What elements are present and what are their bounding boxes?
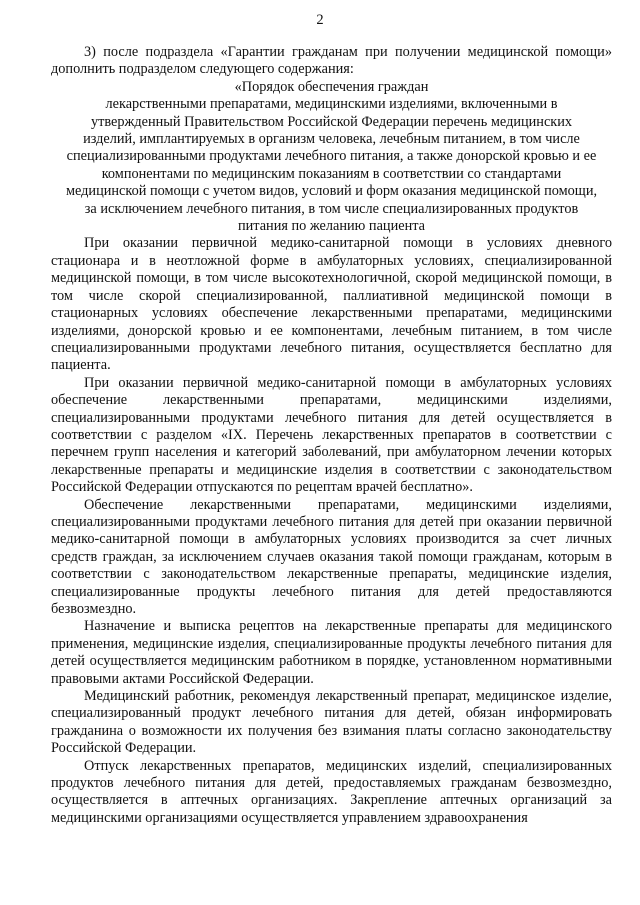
body-paragraph: Обеспечение лекарственными препаратами, медицинскими изделиями, специализированными продуктами лечебного питания для детей при оказании первичной медико-санитарной помощи в амбулаторных условиях производится за счет личных средств граждан, за исключением случаев оказания такой помощи гражданам, которым в соответствии с законодательством лекарственные препараты, медицинские изделия, специализированные продукты лечебного питания для детей предоставляются безвозмездно. <box>51 496 612 617</box>
heading-line: «Порядок обеспечения граждан <box>234 78 429 95</box>
heading-line: компонентами по медицинским показаниям в соответствии со стандартами <box>101 165 562 182</box>
document-body <box>51 44 612 827</box>
heading-line: лекарственными препаратами, медицинскими изделиями, включенными в <box>105 96 558 113</box>
page-number: 2 <box>316 12 324 28</box>
heading-line: изделий, имплантируемых в организм человека, лечебным питанием, в том числе <box>83 131 580 148</box>
heading-line: медицинской помощи с учетом видов, условий и форм оказания медицинской помощи, <box>65 183 598 200</box>
body-paragraph: При оказании первичной медико-санитарной помощи в условиях дневного стационара и в неотложной форме в амбулаторных условиях, специализированной медицинской помощи, в том числе высокотехнологичной, скорой медицинской помощи, в том числе скорой специализированной, паллиативной медицинской помощи в стационарных условиях обеспечение лекарственными препаратами, медицинскими изделиями, донорской кровью и ее компонентами, лечебным питанием, в том числе специализированными продуктами лечебного питания, осуществляется бесплатно для пациента. <box>51 235 612 374</box>
section-heading <box>51 79 612 236</box>
heading-line: питания по желанию пациента <box>237 218 426 235</box>
intro-paragraph: 3) после подраздела «Гарантии гражданам при получении медицинской помощи» дополнить подразделом следующего содержания: <box>51 44 612 78</box>
body-paragraph: Назначение и выписка рецептов на лекарственные препараты для медицинского применения, медицинские изделия, специализированные продукты лечебного питания для детей осуществляется медицинским работником в порядке, установленном нормативными правовыми актами Российской Федерации. <box>51 618 612 687</box>
body-paragraph: Отпуск лекарственных препаратов, медицинских изделий, специализированных продуктов лечебного питания для детей, предоставляемых гражданам безвозмездно, осуществляется в аптечных организациях. Закрепление аптечных организаций за медицинскими организациями осуществляется управлением здравоохранения <box>51 757 612 826</box>
heading-line: утвержденный Правительством Российской Федерации перечень медицинских <box>90 113 573 130</box>
heading-line: за исключением лечебного питания, в том числе специализированных продуктов <box>84 200 579 217</box>
body-paragraph: При оказании первичной медико-санитарной помощи в амбулаторных условиях обеспечение лекарственными препаратами, медицинскими изделиями, специализированными продуктами лечебного питания для детей осуществляется в соответствии с разделом «IX. Перечень лекарственных препаратов в соответствии с перечнем групп населения и категорий заболеваний, при амбулаторном лечении которых лекарственные препараты и медицинские изделия в соответствии с законодательством Российской Федерации отпускаются по рецептам врачей бесплатно». <box>51 374 612 496</box>
heading-line: специализированными продуктами лечебного питания, а также донорской кровью и ее <box>66 148 597 165</box>
body-paragraph: Медицинский работник, рекомендуя лекарственный препарат, медицинское изделие, специализированный продукт лечебного питания для детей, обязан информировать гражданина о возможности их получения без взимания платы согласно законодательству Российской Федерации. <box>51 688 612 757</box>
